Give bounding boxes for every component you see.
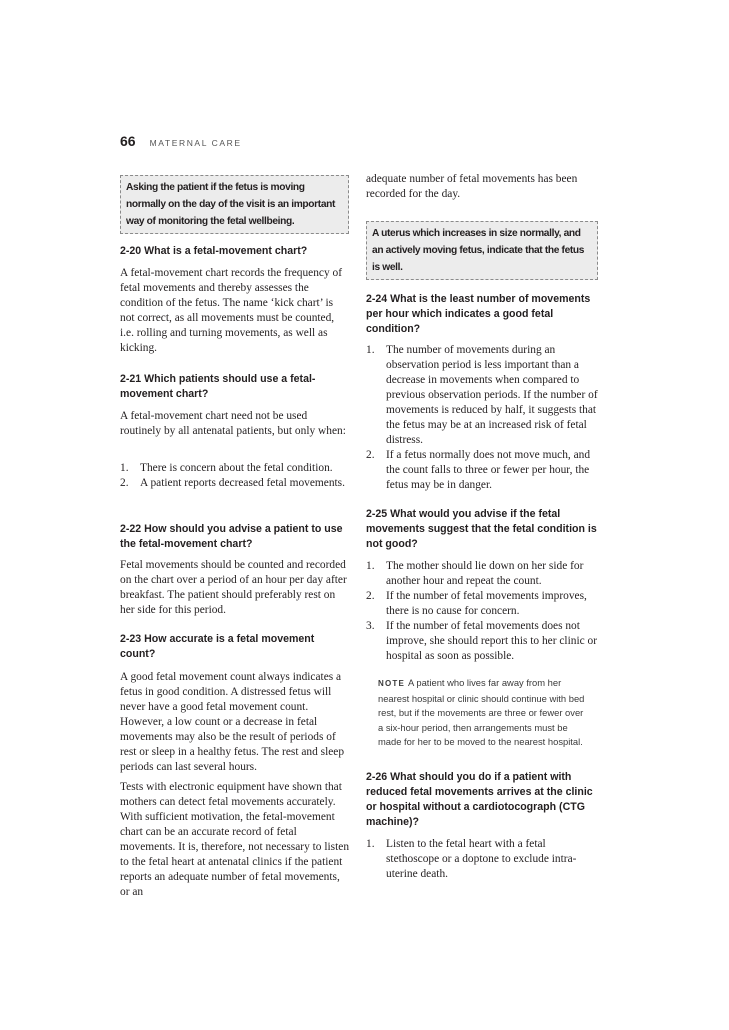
section-heading: 2-23 How accurate is a fetal movement count? xyxy=(120,633,315,660)
paragraph: A fetal-movement chart need not be used routinely by all antenatal patients, but only when: xyxy=(120,410,346,437)
paragraph: A fetal-movement chart records the frequency of fetal movements and thereby assesses the condition of the fetus. The name ‘kick chart’ is not correct, as all movements must be counted, i.e. rolling and turning movements, as well as kicking. xyxy=(120,267,343,354)
section-heading: 2-20 What is a fetal-movement chart? xyxy=(120,245,308,257)
note-label: NOTE xyxy=(378,679,406,688)
paragraph: A good fetal movement count always indicates a fetus in good condition. A distressed fetus will never have a good fetal movement count. However, a low count or a decrease in fetal movements may also be the result of periods of rest or sleep in a healthy fetus. The rest and sleep periods can last several hours. xyxy=(120,671,345,773)
page-number: 66 xyxy=(120,133,136,149)
section-heading: 2-25 What would you advise if the fetal movements suggest that the fetal condition is not good? xyxy=(366,508,597,550)
page-header xyxy=(120,133,242,149)
callout-box: A uterus which increases in size normally, and an actively moving fetus, indicate that the fetus is well. xyxy=(366,221,598,280)
note-block xyxy=(378,676,588,750)
list-item: 1. The mother should lie down on her side for another hour and repeat the count. xyxy=(366,560,584,587)
section-heading: 2-24 What is the least number of movements per hour which indicates a good fetal condition? xyxy=(366,293,591,335)
list-item: 3. If the number of fetal movements does not improve, she should report this to her clinic or hospital as soon as possible. xyxy=(366,620,597,662)
list-item: 2. A patient reports decreased fetal movements. xyxy=(120,477,345,489)
numbered-list xyxy=(120,461,349,491)
running-head: MATERNAL CARE xyxy=(149,138,242,148)
numbered-list xyxy=(366,343,598,493)
list-item: 2. If a fetus normally does not move much, and the count falls to three or fewer per hour, the fetus may be in danger. xyxy=(366,449,591,491)
list-item: 1. The number of movements during an observation period is less important than a decrease in movements when compared to previous observation periods. If the number of movements is reduced by half, it suggests that the fetus may be at an increased risk of fetal distress. xyxy=(366,344,598,446)
callout-box: Asking the patient if the fetus is moving normally on the day of the visit is an important way of monitoring the fetal wellbeing. xyxy=(120,175,349,234)
paragraph: Fetal movements should be counted and recorded on the chart over a period of an hour per day after breakfast. The patient should preferably rest on her side for this period. xyxy=(120,559,347,616)
note-text: A patient who lives far away from her nearest hospital or clinic should continue with bed rest, but if the movements are three or fewer over a six-hour period, then arrangements must be made for her to be moved to the nearest hospital. xyxy=(378,677,585,747)
paragraph: Tests with electronic equipment have shown that mothers can detect fetal movements accurately. With sufficient motivation, the fetal-movement chart can be an accurate record of fetal movements. It is, therefore, not necessary to listen to the fetal heart at antenatal clinics if the patient reports an adequate number of fetal movements, or an xyxy=(120,781,350,898)
section-heading: 2-26 What should you do if a patient with reduced fetal movements arrives at the clinic or hospital without a cardiotocograph (CTG machine)? xyxy=(366,771,593,828)
section-heading: 2-22 How should you advise a patient to use the fetal-movement chart? xyxy=(120,523,343,550)
list-item: 1. Listen to the fetal heart with a fetal stethoscope or a doptone to exclude intra-uterine death. xyxy=(366,838,577,880)
list-item: 2. If the number of fetal movements improves, there is no cause for concern. xyxy=(366,590,587,617)
paragraph: adequate number of fetal movements has been recorded for the day. xyxy=(366,173,578,200)
numbered-list xyxy=(366,559,598,664)
numbered-list xyxy=(366,837,598,882)
list-item: 1. There is concern about the fetal condition. xyxy=(120,462,333,474)
section-heading: 2-21 Which patients should use a fetal-movement chart? xyxy=(120,373,316,400)
